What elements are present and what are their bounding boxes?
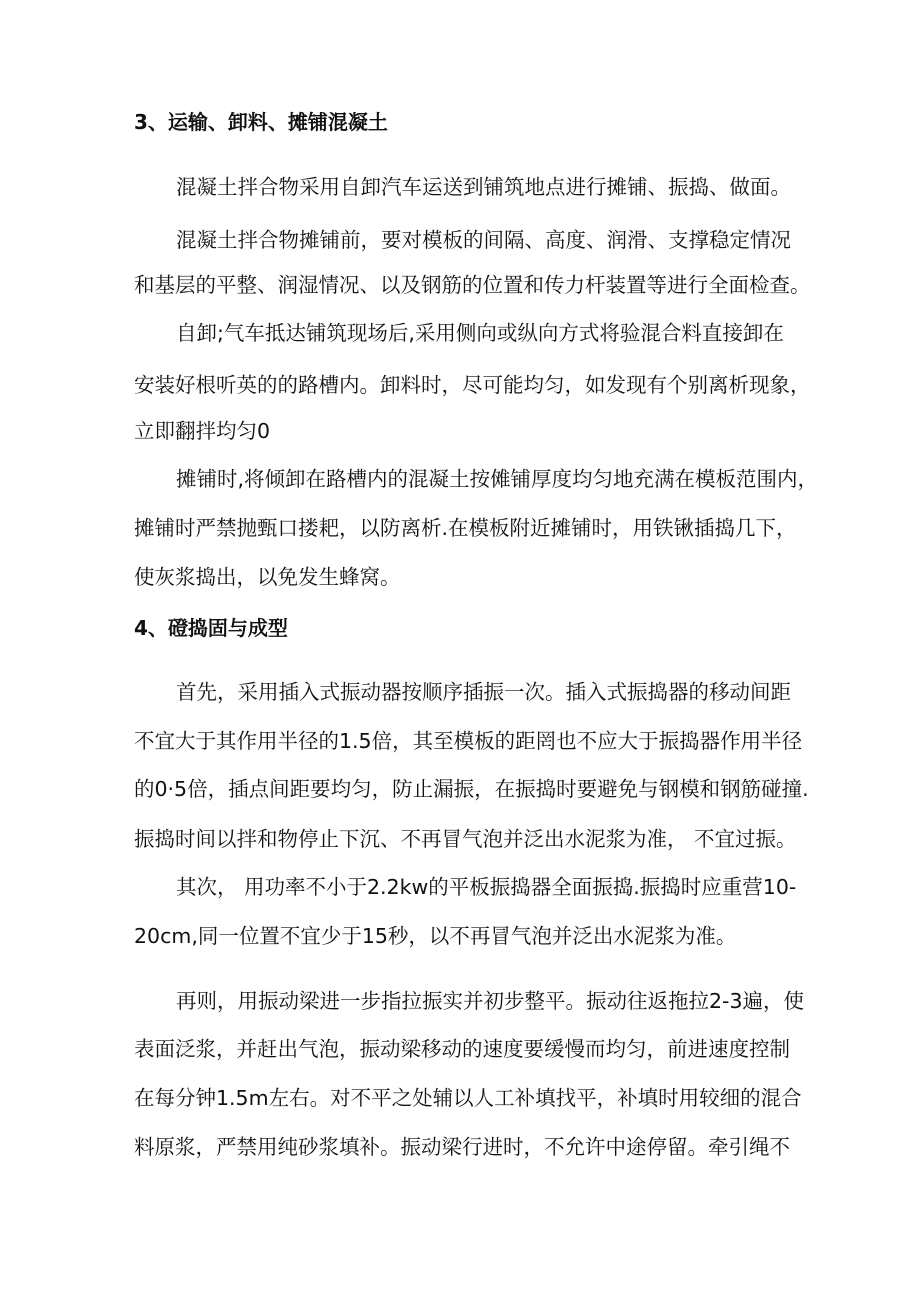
paragraph-line: 表面泛浆，并赶出气泡，振动梁移动的速度要缓慢而均匀，前进速度控制 (134, 1037, 790, 1061)
section-4-heading: 4、磴捣固与成型 (134, 616, 288, 640)
paragraph-line: 其次， 用功率不小于2.2kw的平板振捣器全面振捣.振捣时应重营10- (176, 875, 797, 899)
paragraph-line: 摊铺时严禁抛甄口搂耙，以防离析.在模板附近摊铺时，用铁锹插捣几下， (134, 516, 797, 540)
paragraph-line: 摊铺时,将倾卸在路槽内的混凝土按傩铺厚度均匀地充满在模板范围内， (176, 467, 819, 491)
paragraph-line: 20cm,同一位置不宜少于15秒，以不再冒气泡并泛出水泥浆为准。 (134, 924, 737, 948)
paragraph-line: 料原浆，严禁用纯砂浆填补。振动梁行进时，不允许中途停留。牵引绳不 (134, 1135, 790, 1159)
paragraph-line: 立即翻拌均匀0 (134, 419, 271, 443)
paragraph-line: 混凝土拌合物摊铺前，要对模板的间隔、高度、润滑、支撑稳定情况 (176, 228, 791, 252)
paragraph-line: 自卸;气车抵达铺筑现场后,采用侧向或纵向方式将验混合料直接卸在 (176, 321, 784, 345)
paragraph-line: 使灰浆捣出，以免发生蜂窝。 (134, 565, 401, 589)
paragraph-line: 首先，采用插入式振动器按顺序插振一次。插入式振捣器的移动间距 (176, 680, 791, 704)
paragraph-line: 不宜大于其作用半径的1.5倍，其至模板的距罔也不应大于振捣器作用半径 (134, 729, 803, 753)
paragraph-line: 的0·5倍，插点间距要均匀，防止漏振，在振捣时要避免与钢模和钢筋碰撞. (134, 777, 809, 801)
paragraph-line: 在每分钟1.5m左右。对不平之处辅以人工补填找平，补填时用较细的混合 (134, 1086, 802, 1110)
paragraph-line: 和基层的平整、润湿情况、以及钢筋的位置和传力杆装置等进行全面检查。 (134, 273, 811, 297)
section-3-heading: 3、运输、卸料、摊铺混凝土 (134, 110, 388, 134)
paragraph-line: 再则，用振动梁进一步指拉振实并初步整平。振动往返拖拉2-3遍，使 (176, 989, 804, 1013)
paragraph-line: 振捣时间以拌和物停止下沉、不再冒气泡并泛出水泥浆为准， 不宜过振。 (134, 827, 797, 851)
paragraph-line: 混凝土拌合物采用自卸汽车运送到铺筑地点进行摊铺、振捣、做面。 (176, 175, 791, 199)
paragraph-line: 安装好根听英的的路槽内。卸料时，尽可能均匀，如发现有个别离析现象， (134, 373, 811, 397)
